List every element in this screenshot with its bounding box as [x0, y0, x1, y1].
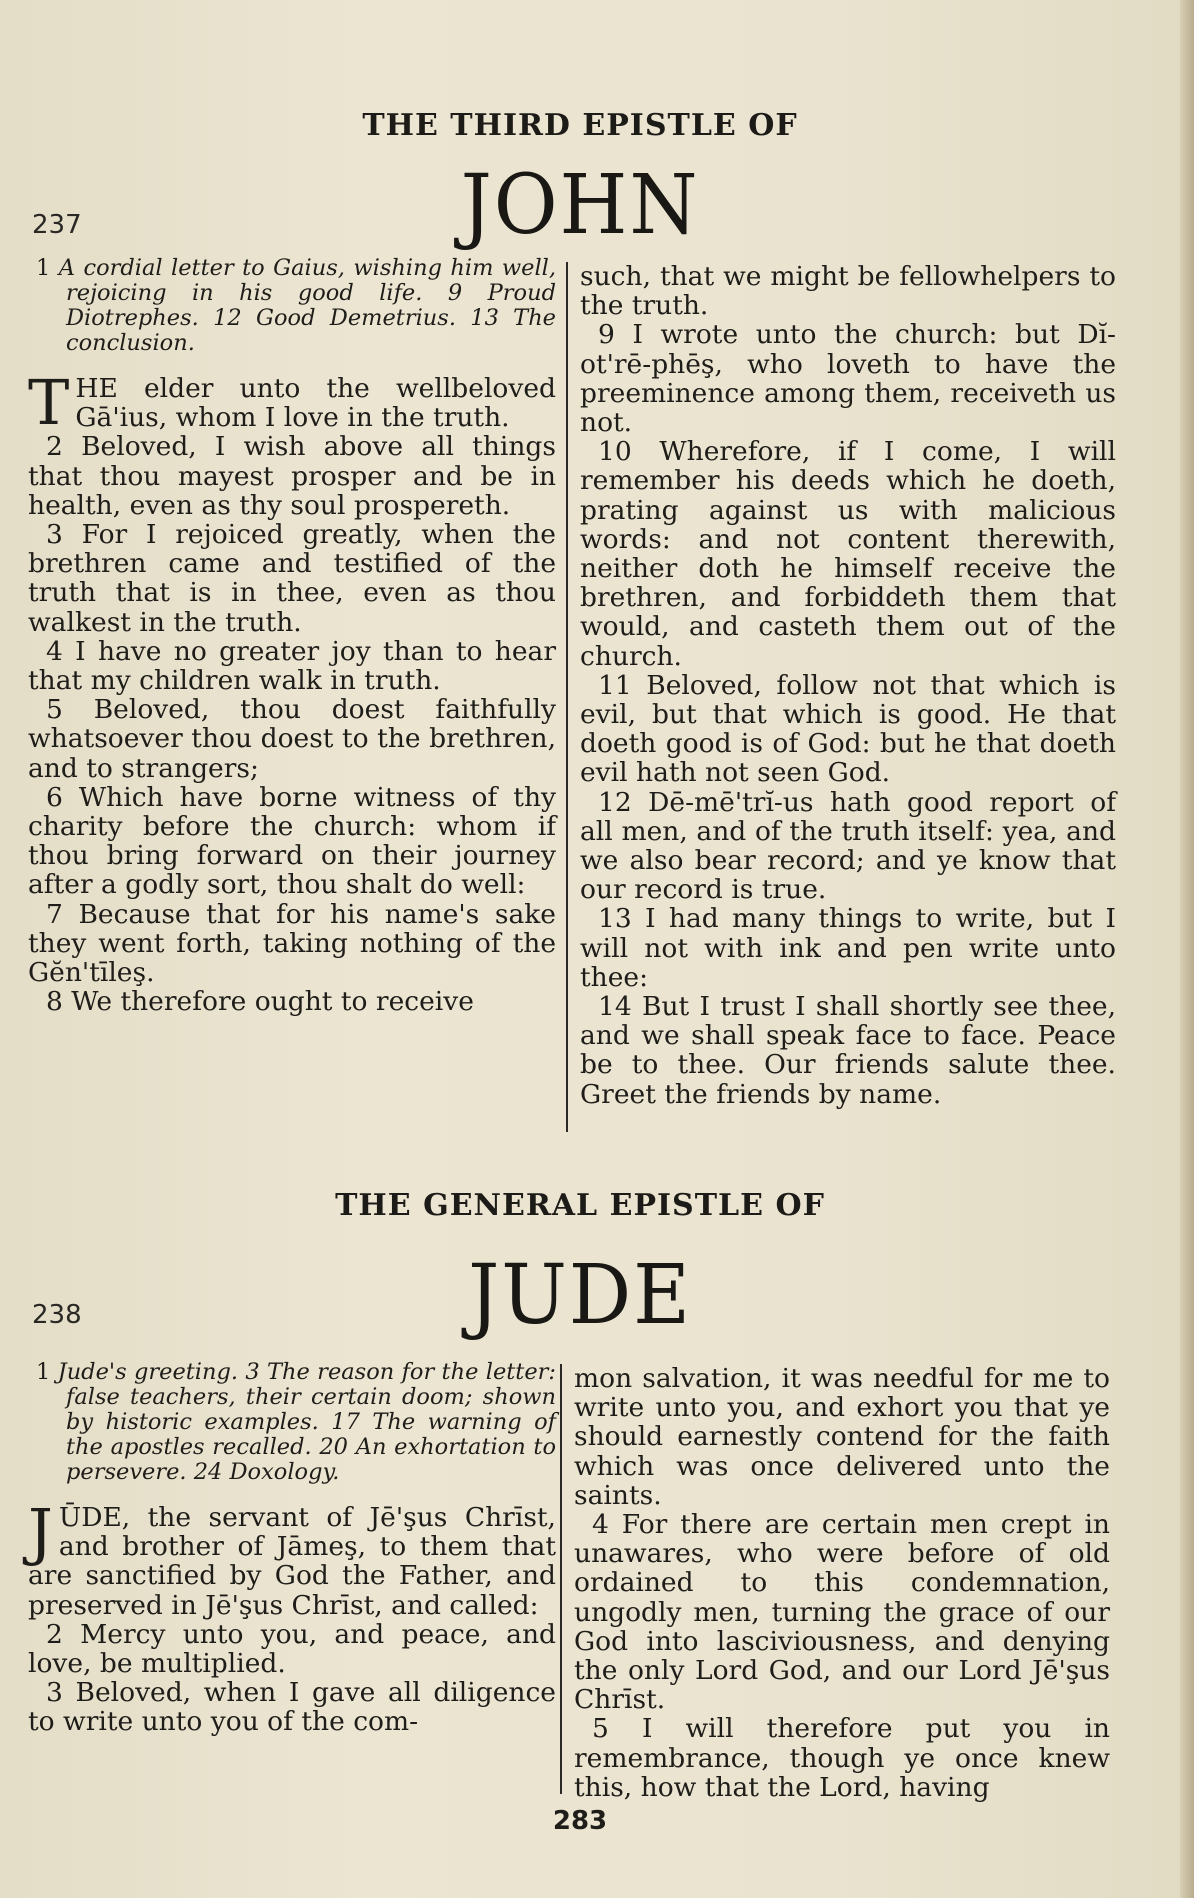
jude-column-divider: [560, 1364, 562, 1794]
john-chapter-summary: [28, 256, 556, 356]
john-verse-7: 7 Because that for his name's sake they went forth, taking nothing of the Gĕn'tīleş.: [28, 898, 556, 989]
john-verse-8: 8 We therefore ought to receive: [46, 986, 474, 1018]
john-verse-6: 6 Which have borne witness of thy charity before the church: whom if thou bring forward on their journey after a godly sort, thou shalt do well:: [28, 781, 556, 901]
jude-column-left: [28, 1360, 556, 1737]
jude-verse-3-cont: mon salvation, it was needful for me to write unto you, and exhort you that ye should earnestly contend for the faith which was once delivered unto the saints.: [574, 1363, 1110, 1511]
john-verse-9: 9 I wrote unto the church: but Dĭ-ot'rē-phēş, who loveth to have the preeminence among them, receiveth us not.: [580, 319, 1116, 439]
john-verse-3: 3 For I rejoiced greatly, when the brethren came and testified of the truth that is in thee, even as thou walkest in the truth.: [28, 519, 556, 638]
john-verse-11: 11 Beloved, follow not that which is evil, but that which is good. He that doeth good is of God: but he that doeth evil hath not seen God.: [580, 669, 1116, 789]
jude-verse-5: 5 I will therefore put you in remembrance, though ye once knew this, how that the Lord, having: [574, 1713, 1110, 1803]
john-summary-text: A cordial letter to Gaius, wishing him well, rejoicing in his good life. 9 Proud Diotrephes. 12 Good Demetrius. 13 The conclusion.: [58, 255, 556, 356]
jude-verse-3: 3 Beloved, when I gave all diligence to write unto you of the com-: [28, 1677, 556, 1738]
john-verse-4: 4 I have no greater joy than to hear that my children walk in truth.: [28, 635, 556, 697]
john-verse-2: 2 Beloved, I wish above all things that thou mayest prosper and be in health, even as thy soul prospereth.: [28, 431, 556, 521]
jude-chapter-summary: [28, 1360, 556, 1485]
jude-verse-2: 2 Mercy unto you, and peace, and love, be multiplied.: [28, 1618, 556, 1680]
john-column-divider: [566, 262, 568, 1132]
jude-column-right: [574, 1364, 1110, 1802]
john-verse-8-cont: such, that we might be fellowhelpers to the truth.: [580, 261, 1116, 322]
john-column-left: [28, 256, 556, 1016]
jude-dropcap: J: [28, 1495, 53, 1568]
john-epistle-label: THE THIRD EPISTLE OF: [362, 108, 798, 143]
jude-verse-4: 4 For there are certain men crept in unawares, who were before of old ordained to this condemnation, ungodly men, turning the grace of our God into lasciviousness, and denying the only Lord God, and our Lord Jē'şus Chrīst.: [574, 1509, 1110, 1716]
john-dropcap: T: [28, 366, 70, 439]
jude-summary-text: Jude's greeting. 3 The reason for the letter: false teachers, their certain doom; shown by historic examples. 17 The warning of the apostles recalled. 20 An exhortation to persevere. 24 Doxology.: [57, 1359, 556, 1485]
john-verse-13: 13 I had many things to write, but I will not with ink and pen write unto thee:: [580, 903, 1116, 993]
john-summary-lead: 1: [36, 255, 51, 281]
page-edge: [1180, 0, 1194, 1898]
footer-page-number: 283: [552, 1806, 608, 1836]
jude-title: JUDE: [468, 1248, 692, 1343]
john-verse-12: 12 Dē-mē'trĭ-us hath good report of all men, and of the truth itself: yea, and we also bear record; and ye know that our record is true.: [580, 786, 1116, 906]
jude-verse-1: JŪDE, the servant of Jē'şus Chrīst, and brother of Jāmeş, to them that are sanctified by God the Father, and preserved in Jē'şus Chrīst, and called:: [28, 1495, 556, 1621]
jude-page-number: 238: [32, 1300, 82, 1330]
john-verse-10: 10 Wherefore, if I come, I will remember his deeds which he doeth, prating against us with malicious words: and not content therewith, neither doth he himself receive the brethren, and forbiddeth them that would, and casteth them out of the church.: [580, 436, 1116, 672]
john-verse-14: 14 But I trust I shall shortly see thee, and we shall speak face to face. Peace be to thee. Our friends salute thee. Greet the friends by name.: [580, 991, 1116, 1110]
jude-summary-lead: 1: [36, 1359, 51, 1385]
jude-epistle-label: THE GENERAL EPISTLE OF: [335, 1188, 825, 1223]
john-page-number: 237: [32, 210, 82, 240]
john-verse-5: 5 Beloved, thou doest faithfully whatsoever thou doest to the brethren, and to strangers;: [28, 694, 556, 784]
john-verse-1: THE elder unto the wellbeloved Gā'ius, whom I love in the truth.: [28, 366, 556, 439]
john-title: JOHN: [460, 158, 700, 253]
john-column-right: [580, 262, 1116, 1109]
